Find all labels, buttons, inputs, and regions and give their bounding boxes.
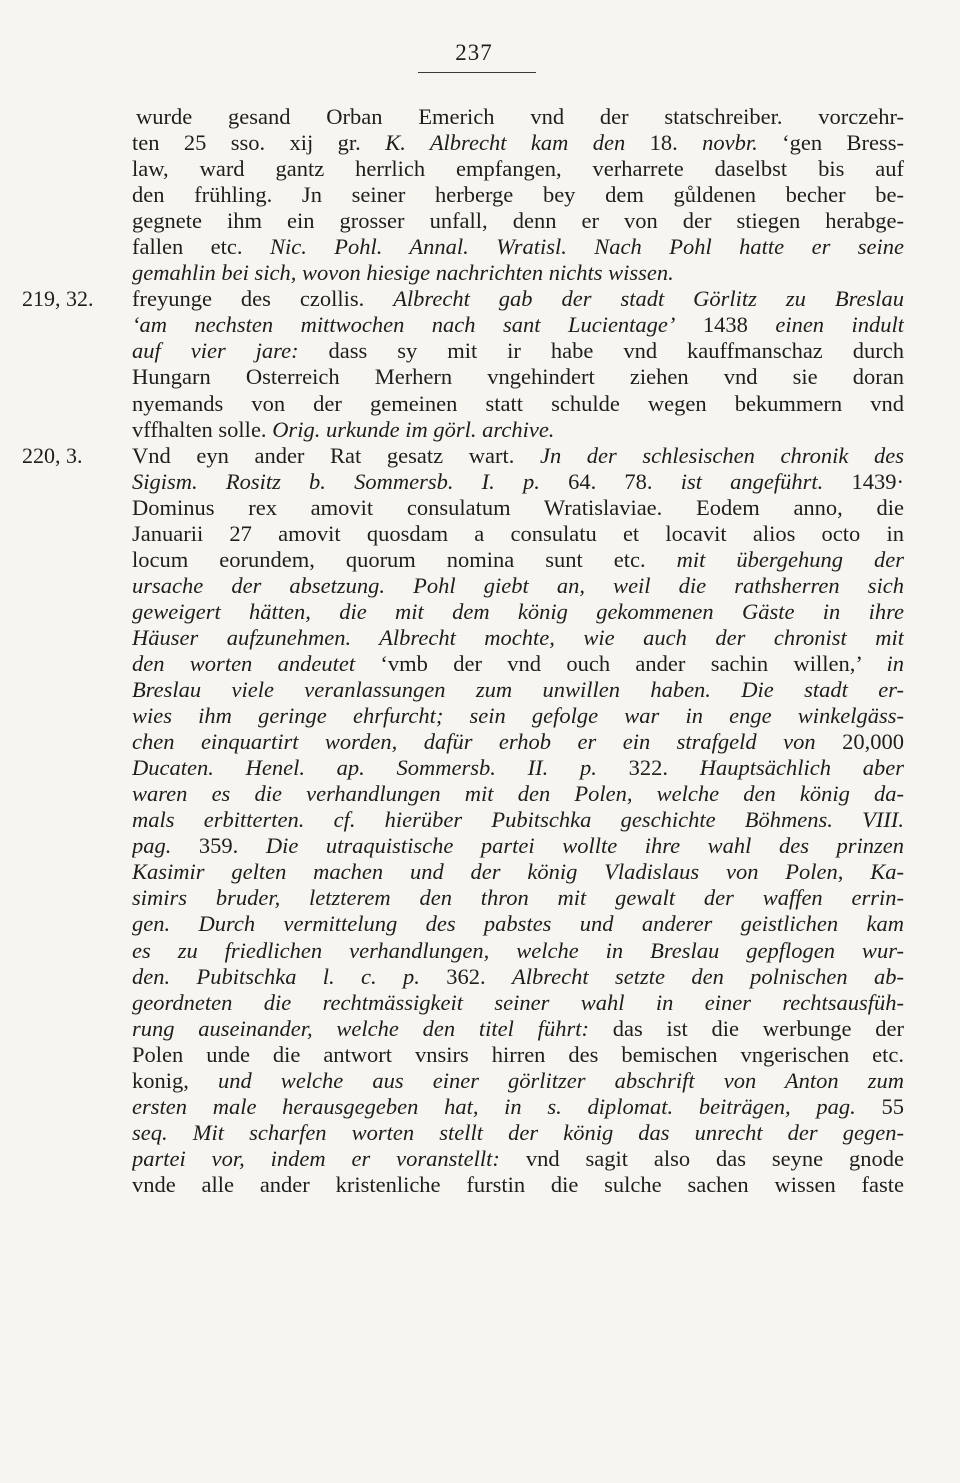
roman-segment: 55: [855, 1093, 904, 1119]
line-text: [132, 677, 904, 703]
italic-segment: Ducaten. Henel. ap. Sommersb. II. p.: [132, 755, 597, 781]
italic-segment: geweigert hätten, die mit dem könig gekommenen Gäste in ihre: [132, 598, 904, 624]
roman-segment: gegnete ihm ein grosser unfall, denn er von der stiegen herabge-: [132, 208, 904, 234]
text-line: [0, 1094, 960, 1120]
line-text: [132, 807, 904, 833]
line-text: [132, 833, 904, 859]
italic-segment: K. Albrecht kam den: [385, 130, 626, 156]
italic-segment: seq. Mit scharfen worten stellt der könig das unrecht der gegen-: [132, 1119, 904, 1145]
italic-segment: ‘am nechsten mittwochen nach sant Lucientage’: [132, 312, 676, 338]
roman-segment: vnde alle ander kristenliche furstin die sulche sachen wissen faste: [132, 1171, 904, 1197]
text-line: [0, 911, 960, 937]
text-line: [0, 547, 960, 573]
italic-segment: Häuser aufzunehmen. Albrecht mochte, wie auch der chronist mit: [132, 624, 904, 650]
text-line: [0, 625, 960, 651]
roman-segment: 1438: [675, 312, 776, 338]
line-text: [132, 1068, 904, 1094]
line-text: [132, 990, 904, 1016]
italic-segment: auf vier jare:: [132, 338, 299, 364]
italic-segment: Albrecht setzte den polnischen ab-: [511, 963, 904, 989]
italic-segment: mals erbitterten. cf. hierüber Pubitschka geschichte Böhmens. VIII.: [132, 807, 904, 833]
italic-segment: gen. Durch vermittelung des pabstes und anderer geistlichen kam: [132, 911, 904, 937]
text-line: [0, 495, 960, 521]
line-text: [132, 182, 904, 208]
roman-segment: 359.: [171, 833, 266, 859]
text-line: [0, 964, 960, 990]
text-line: [0, 990, 960, 1016]
text-line: [0, 1042, 960, 1068]
roman-segment: 64. 78.: [539, 468, 681, 494]
body-text: [0, 104, 960, 1198]
roman-segment: dass sy mit ir habe vnd kauffmanschaz durch: [298, 338, 904, 364]
text-line: [0, 833, 960, 859]
roman-segment: ten 25 sso. xij gr.: [132, 130, 386, 156]
line-text: [132, 417, 904, 443]
italic-segment: wies ihm geringe ehrfurcht; sein gefolge war in enge winkelgäss-: [132, 703, 904, 729]
line-text: [132, 391, 904, 417]
text-line: [0, 703, 960, 729]
text-line: [0, 443, 960, 469]
italic-segment: in: [886, 650, 904, 676]
line-text: [132, 469, 904, 495]
line-text: [132, 938, 904, 964]
line-text: [132, 1042, 904, 1068]
italic-segment: und welche aus einer görlitzer abschrift von Anton zum: [217, 1067, 904, 1093]
italic-segment: Die utraquistische partei wollte ihre wahl des prinzen: [265, 833, 904, 859]
roman-segment: locum eorundem, quorum nomina sunt etc.: [132, 546, 677, 572]
line-text: [132, 312, 904, 338]
line-text: [136, 104, 904, 130]
italic-segment: pag.: [132, 833, 172, 859]
roman-segment: Polen unde die antwort vnsirs hirren des bemischen vngerischen etc.: [132, 1041, 904, 1067]
line-text: [132, 1120, 904, 1146]
line-text: [132, 651, 904, 677]
roman-segment: freyunge des czollis.: [132, 286, 394, 312]
text-line: [0, 677, 960, 703]
line-text: [132, 859, 904, 885]
line-text: [132, 599, 904, 625]
roman-segment: den frühling. Jn seiner herberge bey dem gůldenen becher be-: [132, 182, 904, 208]
line-text: [132, 364, 904, 390]
text-line: [0, 469, 960, 495]
roman-segment: Dominus rex amovit consulatum Wratislaviae. Eodem anno, die: [132, 494, 904, 520]
roman-segment: vnd sagit also das seyne gnode: [499, 1145, 904, 1171]
text-line: [0, 208, 960, 234]
text-line: [0, 807, 960, 833]
text-line: [0, 1172, 960, 1198]
text-line: [0, 859, 960, 885]
italic-segment: Sigism. Rositz b. Sommersb. I. p.: [132, 468, 540, 494]
line-text: [132, 703, 904, 729]
roman-segment: nyemands von der gemeinen statt schulde wegen bekummern vnd: [132, 390, 904, 416]
italic-segment: ursache der absetzung. Pohl giebt an, weil die rathsherren sich: [132, 572, 904, 598]
italic-segment: partei vor, indem er voranstellt:: [132, 1145, 500, 1171]
text-line: [0, 391, 960, 417]
line-text: [132, 755, 904, 781]
roman-segment: Hungarn Osterreich Merhern vngehindert ziehen vnd sie doran: [132, 364, 904, 390]
italic-segment: ist angeführt.: [680, 468, 824, 494]
roman-segment: fallen etc.: [132, 234, 270, 260]
line-text: [132, 964, 904, 990]
line-text: [132, 234, 904, 260]
text-line: [0, 1146, 960, 1172]
text-line: [0, 729, 960, 755]
roman-segment: 322.: [596, 755, 700, 781]
roman-segment: das ist die werbunge der: [588, 1015, 904, 1041]
text-line: [0, 286, 960, 312]
text-line: [0, 755, 960, 781]
italic-segment: geordneten die rechtmässigkeit seiner wahl in einer rechtsausfüh-: [132, 989, 904, 1015]
roman-segment: Januarii 27 amovit quosdam a consulatu et locavit alios octo in: [132, 520, 904, 546]
line-text: [132, 495, 904, 521]
roman-segment: ‘gen Bress-: [757, 130, 904, 156]
line-text: [132, 781, 904, 807]
line-text: [132, 156, 904, 182]
italic-segment: rung auseinander, welche den titel führt:: [132, 1015, 589, 1041]
line-text: [132, 573, 904, 599]
roman-segment: wurde gesand Orban Emerich vnd der statschreiber. vorczehr-: [136, 104, 904, 129]
roman-segment: Vnd eyn ander Rat gesatz wart.: [132, 442, 540, 468]
text-line: [0, 521, 960, 547]
italic-segment: Breslau viele veranlassungen zum unwillen haben. Die stadt er-: [132, 677, 904, 703]
italic-segment: den. Pubitschka l. c. p.: [132, 963, 420, 989]
text-line: [0, 781, 960, 807]
line-text: [132, 521, 904, 547]
italic-segment: den worten andeutet: [132, 650, 356, 676]
text-line: [0, 182, 960, 208]
italic-segment: Nic. Pohl. Annal. Wratisl. Nach Pohl hatte er seine: [269, 234, 904, 260]
text-line: [0, 364, 960, 390]
text-line: [0, 417, 960, 443]
text-line: [0, 651, 960, 677]
text-line: [0, 599, 960, 625]
line-text: [132, 1094, 904, 1120]
line-text: [132, 260, 904, 286]
text-line: [0, 104, 960, 130]
line-text: [132, 625, 904, 651]
italic-segment: Kasimir gelten machen und der könig Vladislaus von Polen, Ka-: [132, 859, 904, 885]
text-line: [0, 1068, 960, 1094]
roman-segment: vffhalten solle.: [132, 416, 273, 442]
text-line: [0, 156, 960, 182]
italic-segment: Albrecht gab der stadt Görlitz zu Breslau: [393, 286, 904, 312]
italic-segment: Orig. urkunde im görl. archive.: [272, 416, 555, 442]
roman-segment: ‘vmb der vnd ouch ander sachin willen,’: [355, 650, 887, 676]
line-reference: 220, 3.: [22, 442, 83, 468]
line-reference: 219, 32.: [22, 286, 94, 312]
text-line: [0, 573, 960, 599]
italic-segment: waren es die verhandlungen mit den Polen, welche den könig da-: [132, 781, 904, 807]
line-text: [132, 911, 904, 937]
text-line: [0, 130, 960, 156]
line-text: [132, 338, 904, 364]
text-line: [0, 1016, 960, 1042]
roman-segment: 362.: [419, 963, 512, 989]
line-text: [132, 729, 904, 755]
text-line: [0, 234, 960, 260]
line-text: [132, 130, 904, 156]
line-text: [132, 1016, 904, 1042]
line-text: [132, 286, 904, 312]
text-line: [0, 312, 960, 338]
text-line: [0, 260, 960, 286]
roman-segment: law, ward gantz herrlich empfangen, verharrete daselbst bis auf: [132, 156, 904, 182]
line-text: [132, 443, 904, 469]
page-number: 237: [455, 40, 493, 65]
text-line: [0, 938, 960, 964]
italic-segment: mit übergehung der: [676, 546, 904, 572]
italic-segment: novbr.: [702, 130, 758, 156]
page-number-rule: [418, 72, 536, 73]
line-text: [132, 1172, 904, 1198]
italic-segment: Hauptsächlich aber: [699, 755, 904, 781]
italic-segment: simirs bruder, letzterem den thron mit gewalt der waffen errin-: [132, 885, 904, 911]
roman-segment: 1439·: [823, 468, 904, 494]
italic-segment: Jn der schlesischen chronik des: [539, 442, 904, 468]
italic-segment: es zu friedlichen verhandlungen, welche in Breslau gepflogen wur-: [132, 937, 904, 963]
roman-segment: konig,: [132, 1067, 218, 1093]
italic-segment: gemahlin bei sich, wovon hiesige nachrichten nichts wissen.: [132, 260, 674, 286]
text-line: [0, 338, 960, 364]
line-text: [132, 547, 904, 573]
italic-segment: einen indult: [775, 312, 904, 338]
italic-segment: chen einquartirt worden, dafür erhob er ein strafgeld von: [132, 729, 816, 755]
text-line: [0, 885, 960, 911]
line-text: [132, 1146, 904, 1172]
line-text: [132, 885, 904, 911]
line-text: [132, 208, 904, 234]
roman-segment: 18.: [625, 130, 703, 156]
roman-segment: 20,000: [815, 729, 904, 755]
italic-segment: ersten male herausgegeben hat, in s. diplomat. beiträgen, pag.: [132, 1093, 856, 1119]
text-line: [0, 1120, 960, 1146]
